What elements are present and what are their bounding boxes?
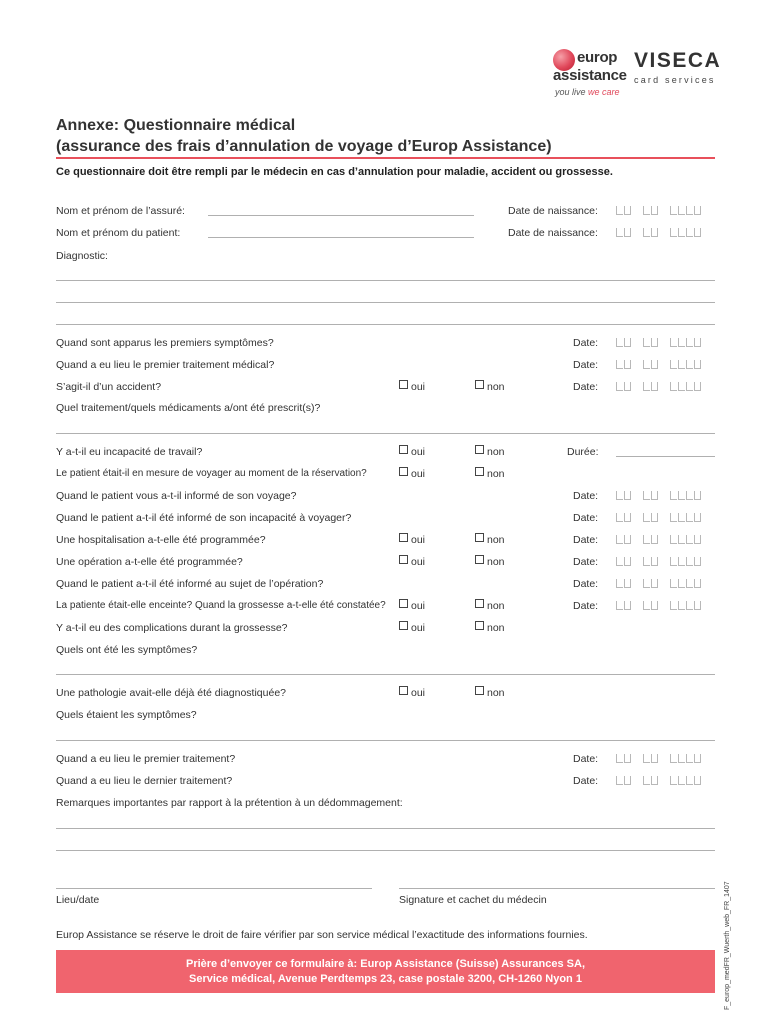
date-digit-cell[interactable] bbox=[643, 579, 650, 588]
date-digit-cell[interactable] bbox=[686, 206, 693, 215]
medication-line[interactable] bbox=[56, 433, 715, 434]
date-digit-cell[interactable] bbox=[670, 228, 677, 237]
date-field[interactable] bbox=[616, 557, 716, 567]
date-label: Date: bbox=[573, 534, 599, 546]
date-label: Date: bbox=[573, 337, 599, 349]
date-digit-cell[interactable] bbox=[678, 206, 685, 215]
date-label: Date: bbox=[573, 556, 599, 568]
insured-birthdate-field[interactable] bbox=[616, 206, 716, 216]
europ-assistance-logo bbox=[553, 45, 633, 100]
date-digit-cell[interactable] bbox=[686, 579, 693, 588]
date-label: Date: bbox=[573, 753, 599, 765]
date-digit-cell[interactable] bbox=[670, 513, 677, 522]
date-digit-cell[interactable] bbox=[624, 360, 631, 369]
date-digit-cell[interactable] bbox=[624, 206, 631, 215]
non-checkbox[interactable] bbox=[475, 686, 484, 695]
oui-checkbox[interactable] bbox=[399, 621, 408, 630]
mailing-address-line-1: Prière d’envoyer ce formulaire à: Europ Assistance (Suisse) Assurances SA, bbox=[185, 958, 585, 970]
date-digit-cell[interactable] bbox=[651, 206, 658, 215]
question-prior-symptoms: Quels étaient les symptômes? bbox=[56, 709, 197, 721]
question-symptoms: Quels ont été les symptômes? bbox=[56, 644, 198, 656]
date-digit-cell[interactable] bbox=[643, 535, 650, 544]
symptoms-line[interactable] bbox=[56, 674, 715, 675]
date-digit-cell[interactable] bbox=[678, 776, 685, 785]
oui-checkbox[interactable] bbox=[399, 533, 408, 542]
date-digit-cell[interactable] bbox=[624, 338, 631, 347]
date-digit-cell[interactable] bbox=[616, 776, 623, 785]
viseca-logo-subtitle: card services bbox=[634, 75, 716, 85]
date-digit-cell[interactable] bbox=[686, 601, 693, 610]
date-digit-cell[interactable] bbox=[643, 776, 650, 785]
date-digit-cell[interactable] bbox=[670, 360, 677, 369]
date-digit-cell[interactable] bbox=[651, 754, 658, 763]
question-informed-of-trip: Quand le patient vous a-t-il informé de son voyage? bbox=[56, 490, 297, 502]
non-label: non bbox=[487, 534, 505, 546]
date-digit-cell[interactable] bbox=[678, 338, 685, 347]
date-digit-cell[interactable] bbox=[678, 360, 685, 369]
date-digit-cell[interactable] bbox=[694, 338, 701, 347]
date-digit-cell[interactable] bbox=[670, 535, 677, 544]
date-digit-cell[interactable] bbox=[616, 601, 623, 610]
title-line-2: (assurance des frais d’annulation de voyage d’Europ Assistance) bbox=[56, 138, 552, 155]
oui-label: oui bbox=[411, 446, 426, 458]
date-field[interactable] bbox=[616, 579, 716, 589]
europ-logo-tagline: you live we care bbox=[555, 87, 620, 97]
date-digit-cell[interactable] bbox=[624, 491, 631, 500]
date-digit-cell[interactable] bbox=[686, 557, 693, 566]
oui-label: oui bbox=[411, 600, 426, 612]
non-checkbox[interactable] bbox=[475, 621, 484, 630]
date-digit-cell[interactable] bbox=[678, 601, 685, 610]
date-digit-cell[interactable] bbox=[651, 557, 658, 566]
date-digit-cell[interactable] bbox=[616, 206, 623, 215]
non-label: non bbox=[487, 556, 505, 568]
date-digit-cell[interactable] bbox=[686, 382, 693, 391]
date-digit-cell[interactable] bbox=[678, 579, 685, 588]
date-digit-cell[interactable] bbox=[643, 360, 650, 369]
mailing-address-banner bbox=[56, 950, 715, 993]
date-digit-cell[interactable] bbox=[686, 776, 693, 785]
non-checkbox[interactable] bbox=[475, 599, 484, 608]
patient-birthdate-field[interactable] bbox=[616, 228, 716, 238]
diagnostic-line-2[interactable] bbox=[56, 302, 715, 303]
question-hospitalisation: Une hospitalisation a-t-elle été programmée? bbox=[56, 534, 266, 546]
question-first-treatment-date: Quand a eu lieu le premier traitement? bbox=[56, 753, 236, 765]
date-digit-cell[interactable] bbox=[686, 360, 693, 369]
diagnostic-line-1[interactable] bbox=[56, 280, 715, 281]
date-digit-cell[interactable] bbox=[686, 513, 693, 522]
date-digit-cell[interactable] bbox=[643, 557, 650, 566]
date-digit-cell[interactable] bbox=[694, 579, 701, 588]
date-digit-cell[interactable] bbox=[624, 228, 631, 237]
date-digit-cell[interactable] bbox=[678, 382, 685, 391]
date-digit-cell[interactable] bbox=[616, 754, 623, 763]
date-digit-cell[interactable] bbox=[643, 601, 650, 610]
non-checkbox[interactable] bbox=[475, 467, 484, 476]
question-able-to-travel: Le patient était-il en mesure de voyager au moment de la réservation? bbox=[56, 468, 367, 479]
question-medication: Quel traitement/quels médicaments a/ont été prescrit(s)? bbox=[56, 402, 321, 414]
page-title bbox=[56, 115, 552, 157]
duration-field[interactable] bbox=[616, 456, 715, 457]
remarks-line-1[interactable] bbox=[56, 828, 715, 829]
question-work-incapacity: Y a-t-il eu incapacité de travail? bbox=[56, 446, 203, 458]
title-divider bbox=[56, 157, 715, 159]
date-field[interactable] bbox=[616, 776, 716, 786]
date-digit-cell[interactable] bbox=[670, 206, 677, 215]
date-digit-cell[interactable] bbox=[678, 228, 685, 237]
date-digit-cell[interactable] bbox=[624, 513, 631, 522]
remarks-line-2[interactable] bbox=[56, 850, 715, 851]
date-digit-cell[interactable] bbox=[643, 382, 650, 391]
date-label: Date: bbox=[573, 512, 599, 524]
non-checkbox[interactable] bbox=[475, 533, 484, 542]
date-digit-cell[interactable] bbox=[686, 754, 693, 763]
date-digit-cell[interactable] bbox=[694, 382, 701, 391]
date-digit-cell[interactable] bbox=[694, 776, 701, 785]
date-digit-cell[interactable] bbox=[651, 513, 658, 522]
duration-label: Durée: bbox=[567, 446, 599, 458]
non-checkbox[interactable] bbox=[475, 445, 484, 454]
signature-field[interactable] bbox=[399, 888, 715, 889]
date-digit-cell[interactable] bbox=[694, 601, 701, 610]
date-digit-cell[interactable] bbox=[651, 228, 658, 237]
instructions: Ce questionnaire doit être rempli par le médecin en cas d’annulation pour maladie, accident ou grossesse. bbox=[56, 166, 613, 178]
date-digit-cell[interactable] bbox=[670, 776, 677, 785]
date-digit-cell[interactable] bbox=[616, 579, 623, 588]
oui-label: oui bbox=[411, 381, 426, 393]
oui-label: oui bbox=[411, 556, 426, 568]
oui-label: oui bbox=[411, 622, 426, 634]
date-digit-cell[interactable] bbox=[694, 491, 701, 500]
date-field[interactable] bbox=[616, 338, 716, 348]
date-label: Date: bbox=[573, 578, 599, 590]
oui-checkbox[interactable] bbox=[399, 686, 408, 695]
question-first-treatment: Quand a eu lieu le premier traitement médical? bbox=[56, 359, 275, 371]
date-digit-cell[interactable] bbox=[643, 513, 650, 522]
question-prior-pathology: Une pathologie avait-elle déjà été diagnostiquée? bbox=[56, 687, 287, 699]
non-label: non bbox=[487, 446, 505, 458]
date-digit-cell[interactable] bbox=[670, 557, 677, 566]
question-informed-of-incapacity: Quand le patient a-t-il été informé de son incapacité à voyager? bbox=[56, 512, 352, 524]
oui-checkbox[interactable] bbox=[399, 445, 408, 454]
date-field[interactable] bbox=[616, 360, 716, 370]
date-digit-cell[interactable] bbox=[678, 535, 685, 544]
date-label: Date: bbox=[573, 490, 599, 502]
oui-checkbox[interactable] bbox=[399, 599, 408, 608]
date-digit-cell[interactable] bbox=[651, 491, 658, 500]
date-digit-cell[interactable] bbox=[670, 491, 677, 500]
date-field[interactable] bbox=[616, 513, 716, 523]
date-digit-cell[interactable] bbox=[624, 601, 631, 610]
date-digit-cell[interactable] bbox=[670, 579, 677, 588]
oui-label: oui bbox=[411, 468, 426, 480]
title-line-1: Annexe: Questionnaire médical bbox=[56, 117, 296, 134]
date-digit-cell[interactable] bbox=[678, 557, 685, 566]
date-digit-cell[interactable] bbox=[678, 754, 685, 763]
date-digit-cell[interactable] bbox=[643, 228, 650, 237]
non-label: non bbox=[487, 381, 505, 393]
date-digit-cell[interactable] bbox=[686, 338, 693, 347]
date-digit-cell[interactable] bbox=[651, 776, 658, 785]
date-digit-cell[interactable] bbox=[651, 338, 658, 347]
date-field[interactable] bbox=[616, 535, 716, 545]
patient-birthdate-label: Date de naissance: bbox=[508, 227, 598, 239]
viseca-logo-name: VISECA bbox=[634, 49, 722, 72]
diagnostic-line-3[interactable] bbox=[56, 324, 715, 325]
europ-logo-word-2: assistance bbox=[553, 67, 627, 84]
date-digit-cell[interactable] bbox=[616, 382, 623, 391]
date-digit-cell[interactable] bbox=[670, 382, 677, 391]
date-digit-cell[interactable] bbox=[643, 206, 650, 215]
date-digit-cell[interactable] bbox=[651, 382, 658, 391]
non-label: non bbox=[487, 600, 505, 612]
date-digit-cell[interactable] bbox=[686, 228, 693, 237]
question-pregnancy: La patiente était-elle enceinte? Quand la grossesse a-t-elle été constatée? bbox=[56, 600, 386, 611]
date-digit-cell[interactable] bbox=[624, 535, 631, 544]
date-digit-cell[interactable] bbox=[694, 513, 701, 522]
date-digit-cell[interactable] bbox=[651, 535, 658, 544]
non-label: non bbox=[487, 622, 505, 634]
date-digit-cell[interactable] bbox=[616, 491, 623, 500]
question-accident: S’agit-il d’un accident? bbox=[56, 381, 162, 393]
question-first-symptoms: Quand sont apparus les premiers symptômes? bbox=[56, 337, 274, 349]
oui-label: oui bbox=[411, 534, 426, 546]
date-digit-cell[interactable] bbox=[678, 513, 685, 522]
date-digit-cell[interactable] bbox=[616, 338, 623, 347]
date-digit-cell[interactable] bbox=[670, 601, 677, 610]
date-field[interactable] bbox=[616, 382, 716, 392]
form-reference-code: F_europ_medFR_Wuerth_web_FR_1407 bbox=[724, 881, 731, 1010]
viseca-logo bbox=[634, 49, 724, 89]
oui-checkbox[interactable] bbox=[399, 380, 408, 389]
date-field[interactable] bbox=[616, 754, 716, 764]
non-checkbox[interactable] bbox=[475, 555, 484, 564]
date-digit-cell[interactable] bbox=[624, 776, 631, 785]
oui-checkbox[interactable] bbox=[399, 555, 408, 564]
question-informed-of-operation: Quand le patient a-t-il été informé au sujet de l’opération? bbox=[56, 578, 324, 590]
date-label: Date: bbox=[573, 381, 599, 393]
place-date-label: Lieu/date bbox=[56, 894, 100, 906]
oui-label: oui bbox=[411, 687, 426, 699]
date-digit-cell[interactable] bbox=[694, 557, 701, 566]
place-date-field[interactable] bbox=[56, 888, 372, 889]
date-digit-cell[interactable] bbox=[616, 360, 623, 369]
europ-logo-word-1: europ bbox=[577, 49, 618, 66]
date-digit-cell[interactable] bbox=[670, 338, 677, 347]
non-label: non bbox=[487, 468, 505, 480]
date-digit-cell[interactable] bbox=[651, 601, 658, 610]
date-digit-cell[interactable] bbox=[616, 535, 623, 544]
signature-label: Signature et cachet du médecin bbox=[399, 894, 547, 906]
date-digit-cell[interactable] bbox=[694, 535, 701, 544]
date-digit-cell[interactable] bbox=[694, 754, 701, 763]
date-digit-cell[interactable] bbox=[694, 360, 701, 369]
date-digit-cell[interactable] bbox=[694, 206, 701, 215]
date-digit-cell[interactable] bbox=[686, 491, 693, 500]
date-label: Date: bbox=[573, 775, 599, 787]
date-digit-cell[interactable] bbox=[624, 382, 631, 391]
date-label: Date: bbox=[573, 359, 599, 371]
date-digit-cell[interactable] bbox=[616, 513, 623, 522]
date-digit-cell[interactable] bbox=[643, 491, 650, 500]
oui-checkbox[interactable] bbox=[399, 467, 408, 476]
date-digit-cell[interactable] bbox=[616, 557, 623, 566]
date-label: Date: bbox=[573, 600, 599, 612]
insured-name-label: Nom et prénom de l’assuré: bbox=[56, 205, 185, 217]
mailing-address-line-2: Service médical, Avenue Perdtemps 23, case postale 3200, CH-1260 Nyon 1 bbox=[189, 973, 582, 985]
insured-birthdate-label: Date de naissance: bbox=[508, 205, 598, 217]
date-field[interactable] bbox=[616, 491, 716, 501]
date-digit-cell[interactable] bbox=[624, 579, 631, 588]
date-field[interactable] bbox=[616, 601, 716, 611]
date-digit-cell[interactable] bbox=[651, 360, 658, 369]
prior-symptoms-line[interactable] bbox=[56, 740, 715, 741]
question-operation: Une opération a-t-elle été programmée? bbox=[56, 556, 243, 568]
disclaimer: Europ Assistance se réserve le droit de faire vérifier par son service médical l’exactitude des informations fournies. bbox=[56, 929, 588, 941]
date-digit-cell[interactable] bbox=[678, 491, 685, 500]
date-digit-cell[interactable] bbox=[624, 557, 631, 566]
patient-name-label: Nom et prénom du patient: bbox=[56, 227, 181, 239]
patient-name-field[interactable] bbox=[208, 237, 474, 238]
insured-name-field[interactable] bbox=[208, 215, 474, 216]
date-digit-cell[interactable] bbox=[624, 754, 631, 763]
date-digit-cell[interactable] bbox=[643, 754, 650, 763]
question-pregnancy-complications: Y a-t-il eu des complications durant la grossesse? bbox=[56, 622, 288, 634]
non-label: non bbox=[487, 687, 505, 699]
non-checkbox[interactable] bbox=[475, 380, 484, 389]
date-digit-cell[interactable] bbox=[694, 228, 701, 237]
date-digit-cell[interactable] bbox=[616, 228, 623, 237]
date-digit-cell[interactable] bbox=[651, 579, 658, 588]
question-remarks: Remarques importantes par rapport à la prétention à un dédommagement: bbox=[56, 797, 403, 809]
date-digit-cell[interactable] bbox=[686, 535, 693, 544]
date-digit-cell[interactable] bbox=[670, 754, 677, 763]
question-last-treatment-date: Quand a eu lieu le dernier traitement? bbox=[56, 775, 233, 787]
diagnostic-label: Diagnostic: bbox=[56, 250, 108, 262]
date-digit-cell[interactable] bbox=[643, 338, 650, 347]
